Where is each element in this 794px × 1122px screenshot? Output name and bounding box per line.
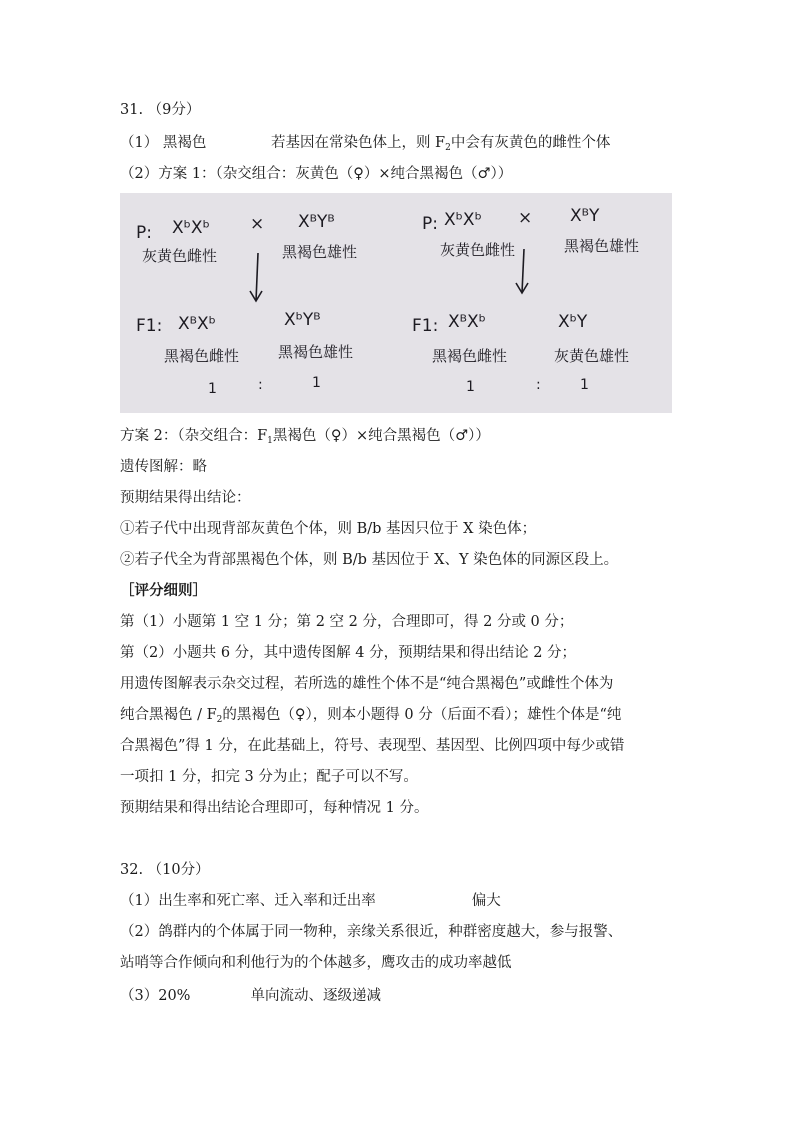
q32-part1: （1）出生率和死亡率、迁入率和迁出率 偏大: [120, 893, 501, 909]
right-cross: [412, 206, 639, 395]
right-ratio-right: 1: [580, 377, 589, 393]
left-p-female-genotype: XᵇXᵇ: [172, 218, 210, 238]
left-p-female-phenotype: 灰黄色雌性: [142, 247, 218, 265]
q31-expected: 预期结果得出结论：: [120, 490, 251, 506]
q31-part1-no: （1）: [120, 135, 159, 151]
right-f1-female-phenotype: 黑褐色雌性: [432, 347, 508, 365]
q31-rule-2: 第（2）小题共 6 分，其中遗传图解 4 分，预期结果和得出结论 2 分；: [120, 645, 577, 661]
right-arrow: [516, 249, 528, 293]
q31-rule-6: 一项扣 1 分，扣完 3 分为止；配子可以不写。: [120, 769, 418, 785]
right-f1-male-phenotype: 灰黄色雄性: [554, 347, 630, 365]
left-p-male-genotype: XᴮYᴮ: [298, 212, 335, 232]
left-p-label: P:: [136, 223, 152, 243]
q32-heading: 32. （10分）: [120, 862, 210, 878]
left-f1-male-genotype: XᵇYᴮ: [284, 310, 321, 330]
q32-part2-line2: 站哨等合作倾向和利他行为的个体越多，鹰攻击的成功率越低: [120, 955, 512, 971]
right-p-label: P:: [422, 214, 438, 234]
right-p-male-phenotype: 黑褐色雄性: [564, 237, 640, 255]
q31-rule-4: 纯合黑褐色 / $F_2$的黑褐色（♀），则本小题得 0 分（后面不看）；雄性个体是“纯: [120, 707, 622, 725]
left-p-male-phenotype: 黑褐色雄性: [282, 243, 358, 261]
q31-rule-1: 第（1）小题第 1 空 1 分；第 2 空 2 分，合理即可，得 2 分或 0 分；: [120, 614, 574, 630]
q32-part2-line1: （2）鸽群内的个体属于同一物种，亲缘关系很近，种群密度越大，参与报警、: [120, 924, 623, 940]
q31-conclusion-2: ②若子代全为背部黑褐色个体，则 B/b 基因位于 X、Y 染色体的同源区段上。: [120, 552, 619, 568]
right-p-male-genotype: XᴮY: [570, 206, 600, 226]
q31-conclusion-1: ①若子代中出现背部灰黄色个体，则 B/b 基因只位于 X 染色体；: [120, 521, 537, 537]
left-ratio-separator: :: [258, 377, 263, 393]
genetic-cross-diagram: [120, 193, 672, 413]
left-f1-male-phenotype: 黑褐色雄性: [278, 343, 354, 361]
right-ratio-separator: :: [536, 377, 541, 393]
q31-rule-5: 合黑褐色”得 1 分，在此基础上，符号、表现型、基因型、比例四项中每少或错: [120, 738, 625, 754]
q31-rule-3: 用遗传图解表示杂交过程，若所选的雄性个体不是“纯合黑褐色”或雌性个体为: [120, 676, 614, 692]
q31-part2: （2）方案 1：（杂交组合：灰黄色（♀）×纯合黑褐色（♂））: [120, 166, 513, 182]
q31-heading: 31. （9分）: [120, 102, 201, 118]
right-f1-male-genotype: XᵇY: [558, 312, 588, 332]
q31-diagram-note: 遗传图解：略: [120, 459, 207, 475]
right-f1-label: F1:: [412, 316, 439, 336]
q31-part1-answer2: 若基因在常染色体上，则 $F_2$中会有灰黄色的雌性个体: [270, 135, 611, 153]
left-f1-label: F1:: [136, 316, 163, 336]
left-ratio-left: 1: [208, 381, 217, 397]
left-f1-female-phenotype: 黑褐色雌性: [164, 347, 240, 365]
right-p-female-phenotype: 灰黄色雌性: [440, 241, 516, 259]
right-cross-symbol: ×: [518, 208, 533, 228]
q31-plan2: 方案 2：（杂交组合：$F_1$黑褐色（♀）×纯合黑褐色（♂））: [120, 428, 490, 446]
left-arrow: [250, 253, 262, 301]
left-ratio-right: 1: [312, 375, 321, 391]
right-ratio-left: 1: [466, 379, 475, 395]
left-f1-female-genotype: XᴮXᵇ: [178, 314, 216, 334]
right-p-female-genotype: XᵇXᵇ: [444, 210, 482, 230]
q31-rule-7: 预期结果和得出结论合理即可，每种情况 1 分。: [120, 800, 429, 816]
q32-part3: （3）20% 单向流动、逐级递减: [120, 988, 381, 1004]
left-cross-symbol: ×: [250, 214, 265, 234]
left-cross: [136, 212, 357, 397]
q31-part1-answer1: 黑褐色: [162, 135, 207, 151]
q31-part1: [120, 133, 610, 158]
right-f1-female-genotype: XᴮXᵇ: [448, 312, 486, 332]
q31-rules-title: ［评分细则］: [120, 582, 207, 599]
